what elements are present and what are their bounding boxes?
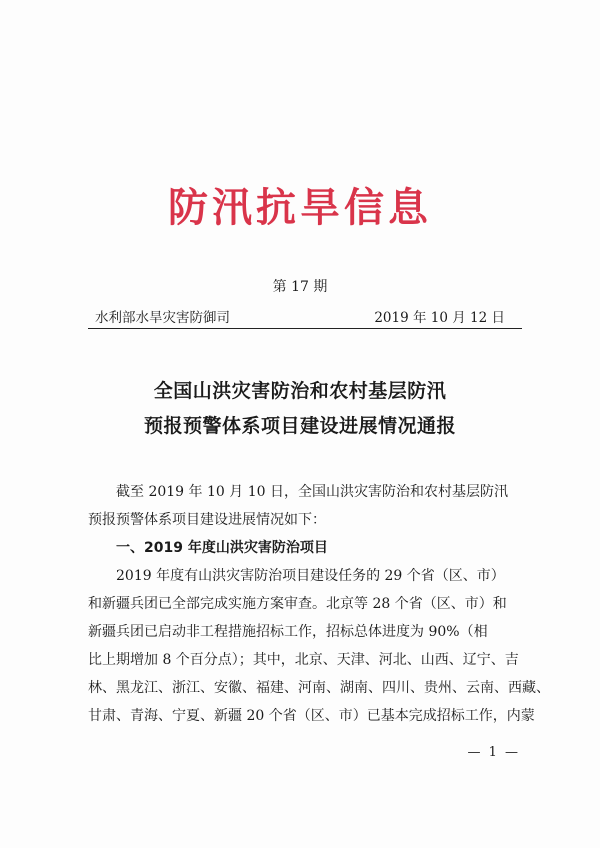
- issue-number: 第 17 期: [272, 279, 328, 295]
- paragraph-2-line-6: 甘肃、青海、宁夏、新疆 20 个省（区、市）已基本完成招标工作，内蒙: [88, 708, 535, 724]
- paragraph-1-line-2: 预报预警体系项目建设进展情况如下：: [88, 512, 326, 528]
- section-1-heading: 一、2019 年度山洪灾害防治项目: [116, 540, 328, 556]
- header-divider: [88, 328, 522, 329]
- paragraph-1-line-1: 截至 2019 年 10 月 10 日，全国山洪灾害防治和农村基层防汛: [116, 484, 508, 500]
- paragraph-2-line-4: 比上期增加 8 个百分点）；其中，北京、天津、河北、山西、辽宁、吉: [88, 652, 519, 668]
- paragraph-2-line-1: 2019 年度有山洪灾害防治项目建设任务的 29 个省（区、市）: [116, 568, 505, 584]
- masthead-title: 防汛抗旱信息: [168, 184, 432, 231]
- paragraph-2-line-3: 新疆兵团已启动非工程措施招标工作，招标总体进度为 90%（相: [88, 624, 488, 640]
- issuer-name: 水利部水旱灾害防御司: [95, 310, 230, 326]
- page-number: — 1 —: [467, 745, 520, 760]
- report-title-line-1: 全国山洪灾害防治和农村基层防汛: [153, 380, 447, 402]
- paragraph-2-line-2: 和新疆兵团已全部完成实施方案审查。北京等 28 个省（区、市）和: [88, 596, 507, 612]
- report-title-line-2: 预报预警体系项目建设进展情况通报: [143, 415, 456, 437]
- issue-date: 2019 年 10 月 12 日: [374, 310, 505, 326]
- paragraph-2-line-5: 林、黑龙江、浙江、安徽、福建、河南、湖南、四川、贵州、云南、西藏、: [88, 680, 550, 696]
